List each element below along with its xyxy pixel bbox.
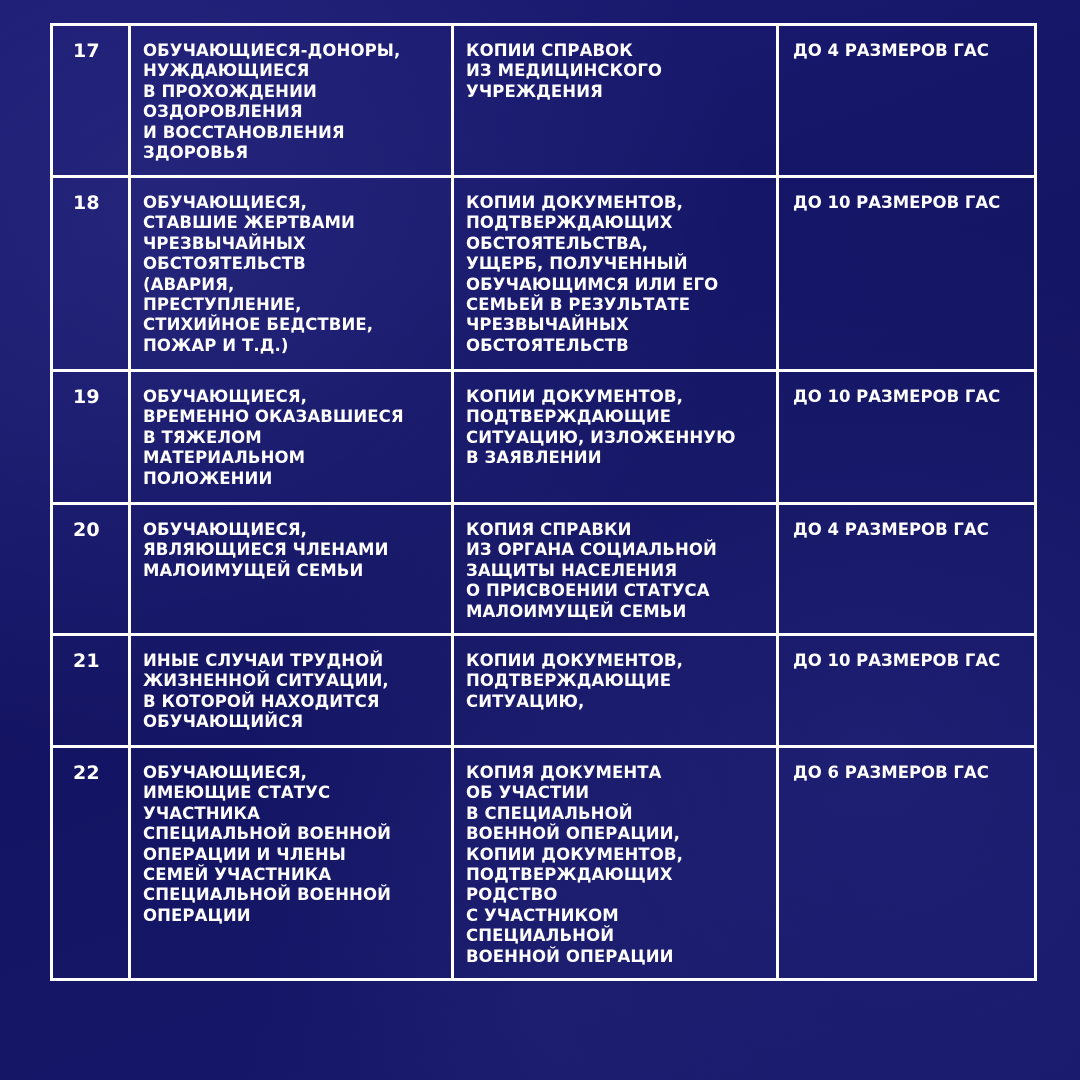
row-number: 18 xyxy=(52,177,130,371)
row-number: 17 xyxy=(52,25,130,177)
category-cell: ОБУЧАЮЩИЕСЯ, ЯВЛЯЮЩИЕСЯ ЧЛЕНАМИ МАЛОИМУЩЕЙ СЕМЬИ xyxy=(130,504,453,635)
amount-cell: ДО 4 РАЗМЕРОВ ГАС xyxy=(778,504,1036,635)
row-number: 22 xyxy=(52,747,130,980)
documents-cell: КОПИИ ДОКУМЕНТОВ, ПОДТВЕРЖДАЮЩИЕ СИТУАЦИЮ, xyxy=(453,635,778,747)
table-row xyxy=(52,635,1036,747)
table-row xyxy=(52,25,1036,177)
amount-cell: ДО 10 РАЗМЕРОВ ГАС xyxy=(778,177,1036,371)
documents-cell: КОПИИ ДОКУМЕНТОВ, ПОДТВЕРЖДАЮЩИЕ СИТУАЦИЮ, ИЗЛОЖЕННУЮ В ЗАЯВЛЕНИИ xyxy=(453,371,778,504)
amount-cell: ДО 4 РАЗМЕРОВ ГАС xyxy=(778,25,1036,177)
documents-cell: КОПИИ СПРАВОК ИЗ МЕДИЦИНСКОГО УЧРЕЖДЕНИЯ xyxy=(453,25,778,177)
documents-cell: КОПИЯ ДОКУМЕНТА ОБ УЧАСТИИ В СПЕЦИАЛЬНОЙ ВОЕННОЙ ОПЕРАЦИИ, КОПИИ ДОКУМЕНТОВ, ПОДТВЕРЖДАЮЩИХ РОДСТВО С УЧАСТНИКОМ СПЕЦИАЛЬНОЙ ВОЕННОЙ ОПЕРАЦИИ xyxy=(453,747,778,980)
table-row xyxy=(52,371,1036,504)
amount-cell: ДО 10 РАЗМЕРОВ ГАС xyxy=(778,635,1036,747)
support-table xyxy=(50,23,1037,981)
category-cell: ОБУЧАЮЩИЕСЯ, ВРЕМЕННО ОКАЗАВШИЕСЯ В ТЯЖЕЛОМ МАТЕРИАЛЬНОМ ПОЛОЖЕНИИ xyxy=(130,371,453,504)
row-number: 20 xyxy=(52,504,130,635)
documents-cell: КОПИИ ДОКУМЕНТОВ, ПОДТВЕРЖДАЮЩИХ ОБСТОЯТЕЛЬСТВА, УЩЕРБ, ПОЛУЧЕННЫЙ ОБУЧАЮЩИМСЯ ИЛИ ЕГО СЕМЬЕЙ В РЕЗУЛЬТАТЕ ЧРЕЗВЫЧАЙНЫХ ОБСТОЯТЕЛЬСТВ xyxy=(453,177,778,371)
category-cell: ОБУЧАЮЩИЕСЯ, ИМЕЮЩИЕ СТАТУС УЧАСТНИКА СПЕЦИАЛЬНОЙ ВОЕННОЙ ОПЕРАЦИИ И ЧЛЕНЫ СЕМЕЙ УЧАСТНИКА СПЕЦИАЛЬНОЙ ВОЕННОЙ ОПЕРАЦИИ xyxy=(130,747,453,980)
category-cell: ОБУЧАЮЩИЕСЯ, СТАВШИЕ ЖЕРТВАМИ ЧРЕЗВЫЧАЙНЫХ ОБСТОЯТЕЛЬСТВ (АВАРИЯ, ПРЕСТУПЛЕНИЕ, СТИХИЙНОЕ БЕДСТВИЕ, ПОЖАР И Т.Д.) xyxy=(130,177,453,371)
category-cell: ИНЫЕ СЛУЧАИ ТРУДНОЙ ЖИЗНЕННОЙ СИТУАЦИИ, В КОТОРОЙ НАХОДИТСЯ ОБУЧАЮЩИЙСЯ xyxy=(130,635,453,747)
amount-cell: ДО 6 РАЗМЕРОВ ГАС xyxy=(778,747,1036,980)
table-row xyxy=(52,177,1036,371)
row-number: 19 xyxy=(52,371,130,504)
row-number: 21 xyxy=(52,635,130,747)
documents-cell: КОПИЯ СПРАВКИ ИЗ ОРГАНА СОЦИАЛЬНОЙ ЗАЩИТЫ НАСЕЛЕНИЯ О ПРИСВОЕНИИ СТАТУСА МАЛОИМУЩЕЙ СЕМЬИ xyxy=(453,504,778,635)
table-row xyxy=(52,747,1036,980)
table-row xyxy=(52,504,1036,635)
amount-cell: ДО 10 РАЗМЕРОВ ГАС xyxy=(778,371,1036,504)
support-table-container xyxy=(50,23,1034,981)
category-cell: ОБУЧАЮЩИЕСЯ-ДОНОРЫ, НУЖДАЮЩИЕСЯ В ПРОХОЖДЕНИИ ОЗДОРОВЛЕНИЯ И ВОССТАНОВЛЕНИЯ ЗДОРОВЬЯ xyxy=(130,25,453,177)
